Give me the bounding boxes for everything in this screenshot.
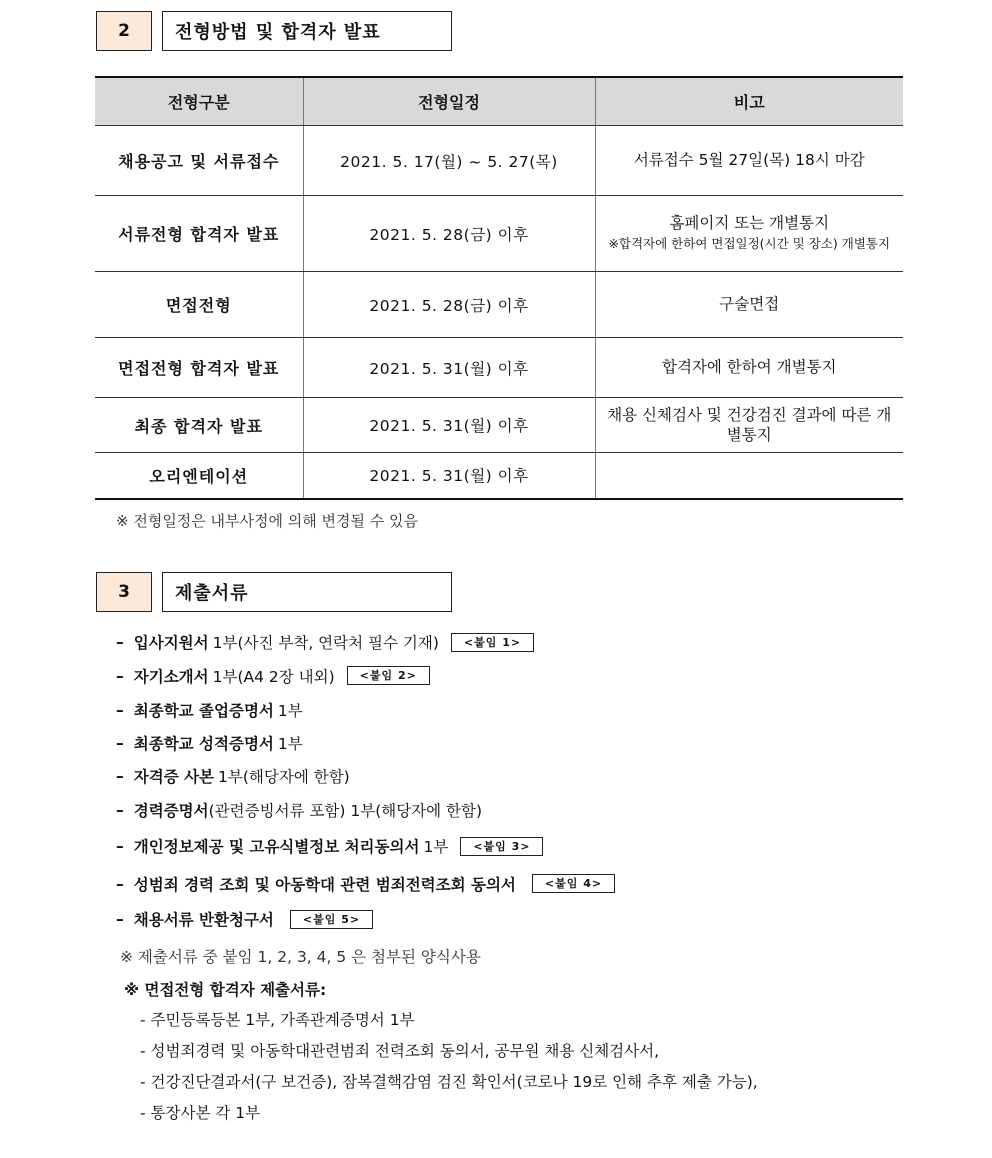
note-cell <box>595 196 903 272</box>
stage-cell: 서류전형 합격자 발표 <box>95 196 303 272</box>
note-cell: 구술면접 <box>595 272 903 338</box>
section-title: 제출서류 <box>162 572 452 612</box>
attachment-badge: <붙임 1> <box>451 633 534 652</box>
table-row <box>95 338 903 398</box>
section-number: 2 <box>96 11 152 51</box>
table-row <box>95 272 903 338</box>
table-row <box>95 196 903 272</box>
schedule-cell: 2021. 5. 31(월) 이후 <box>303 398 595 453</box>
list-item <box>116 902 615 936</box>
table-row <box>95 126 903 196</box>
dash-bullet: – <box>116 700 124 719</box>
schedule-cell: 2021. 5. 28(금) 이후 <box>303 196 595 272</box>
document-desc: 1부 <box>423 838 449 856</box>
schedule-cell: 2021. 5. 31(월) 이후 <box>303 338 595 398</box>
attachment-badge: <붙임 2> <box>347 666 430 685</box>
column-header: 전형구분 <box>95 77 303 126</box>
list-item: - 주민등록등본 1부, 가족관계증명서 1부 <box>140 1011 415 1029</box>
schedule-cell: 2021. 5. 28(금) 이후 <box>303 272 595 338</box>
document-name: 최종학교 성적증명서 <box>133 734 274 753</box>
list-item: - 성범죄경력 및 아동학대관련범죄 전력조회 동의서, 공무원 채용 신체검사서, <box>140 1042 660 1060</box>
document-desc: (관련증빙서류 포함) 1부(해당자에 한함) <box>208 801 483 820</box>
list-item <box>116 865 615 902</box>
stage-cell: 채용공고 및 서류접수 <box>95 126 303 196</box>
table-header-row <box>95 77 903 126</box>
document-name: 채용서류 반환청구서 <box>133 911 274 929</box>
document-desc: 1부 <box>277 701 303 720</box>
column-header: 비고 <box>595 77 903 126</box>
interview-docs-list <box>140 1008 758 1132</box>
dash-bullet: – <box>116 910 124 928</box>
documents-list <box>116 626 615 936</box>
document-desc: 1부(사진 부착, 연락처 필수 기재) <box>212 634 439 652</box>
table-row <box>95 453 903 499</box>
document-desc: 1부(해당자에 한함) <box>218 767 350 786</box>
note-main: 홈페이지 또는 개별통지 <box>669 214 830 233</box>
stage-cell: 최종 합격자 발표 <box>95 398 303 453</box>
attachment-badge: <붙임 3> <box>460 837 543 856</box>
list-item: - 통장사본 각 1부 <box>140 1104 261 1122</box>
note-cell: 서류접수 5월 27일(목) 18시 마감 <box>595 126 903 196</box>
dash-bullet: – <box>116 666 124 685</box>
dash-bullet: – <box>116 837 124 855</box>
document-name: 최종학교 졸업증명서 <box>133 701 274 720</box>
document-name: 개인정보제공 및 고유식별정보 처리동의서 <box>133 838 420 856</box>
document-name: 성범죄 경력 조회 및 아동학대 관련 범죄전력조회 동의서 <box>133 875 516 894</box>
note-cell: 채용 신체검사 및 건강검진 결과에 따른 개별통지 <box>595 398 903 453</box>
table-row <box>95 398 903 453</box>
stage-cell: 오리엔테이션 <box>95 453 303 499</box>
note-cell <box>595 453 903 499</box>
documents-note: ※ 제출서류 중 붙임 1, 2, 3, 4, 5 은 첨부된 양식사용 <box>120 948 481 966</box>
dash-bullet: – <box>116 733 124 752</box>
stage-cell: 면접전형 <box>95 272 303 338</box>
dash-bullet: – <box>116 633 124 651</box>
list-item <box>116 827 615 865</box>
stage-cell: 면접전형 합격자 발표 <box>95 338 303 398</box>
list-item <box>116 693 615 726</box>
schedule-table <box>95 76 903 500</box>
list-item <box>116 792 615 827</box>
schedule-cell: 2021. 5. 31(월) 이후 <box>303 453 595 499</box>
list-item <box>116 626 615 658</box>
list-item <box>116 726 615 759</box>
dash-bullet: – <box>116 800 124 819</box>
document-desc: 1부 <box>277 734 303 753</box>
section-title: 전형방법 및 합격자 발표 <box>162 11 452 51</box>
document-name: 자기소개서 <box>133 667 209 686</box>
document-name: 경력증명서 <box>133 801 209 820</box>
document-desc: 1부(A4 2장 내외) <box>212 667 335 686</box>
dash-bullet: – <box>116 766 124 785</box>
list-item <box>116 658 615 693</box>
note-cell: 합격자에 한하여 개별통지 <box>595 338 903 398</box>
schedule-footnote: ※ 전형일정은 내부사정에 의해 변경될 수 있음 <box>116 512 418 530</box>
document-name: 입사지원서 <box>133 634 209 652</box>
schedule-cell: 2021. 5. 17(월) ~ 5. 27(목) <box>303 126 595 196</box>
section-number: 3 <box>96 572 152 612</box>
attachment-badge: <붙임 4> <box>532 874 615 893</box>
attachment-badge: <붙임 5> <box>290 910 373 929</box>
column-header: 전형일정 <box>303 77 595 126</box>
list-item: - 건강진단결과서(구 보건증), 잠복결핵감염 검진 확인서(코로나 19로 인해 추후 제출 가능), <box>140 1073 758 1091</box>
dash-bullet: – <box>116 874 124 893</box>
document-name: 자격증 사본 <box>133 767 215 786</box>
list-item <box>116 759 615 792</box>
interview-docs-title: ※ 면접전형 합격자 제출서류: <box>124 981 327 999</box>
note-sub: ※합격자에 한하여 면접일정(시간 및 장소) 개별통지 <box>608 235 891 251</box>
